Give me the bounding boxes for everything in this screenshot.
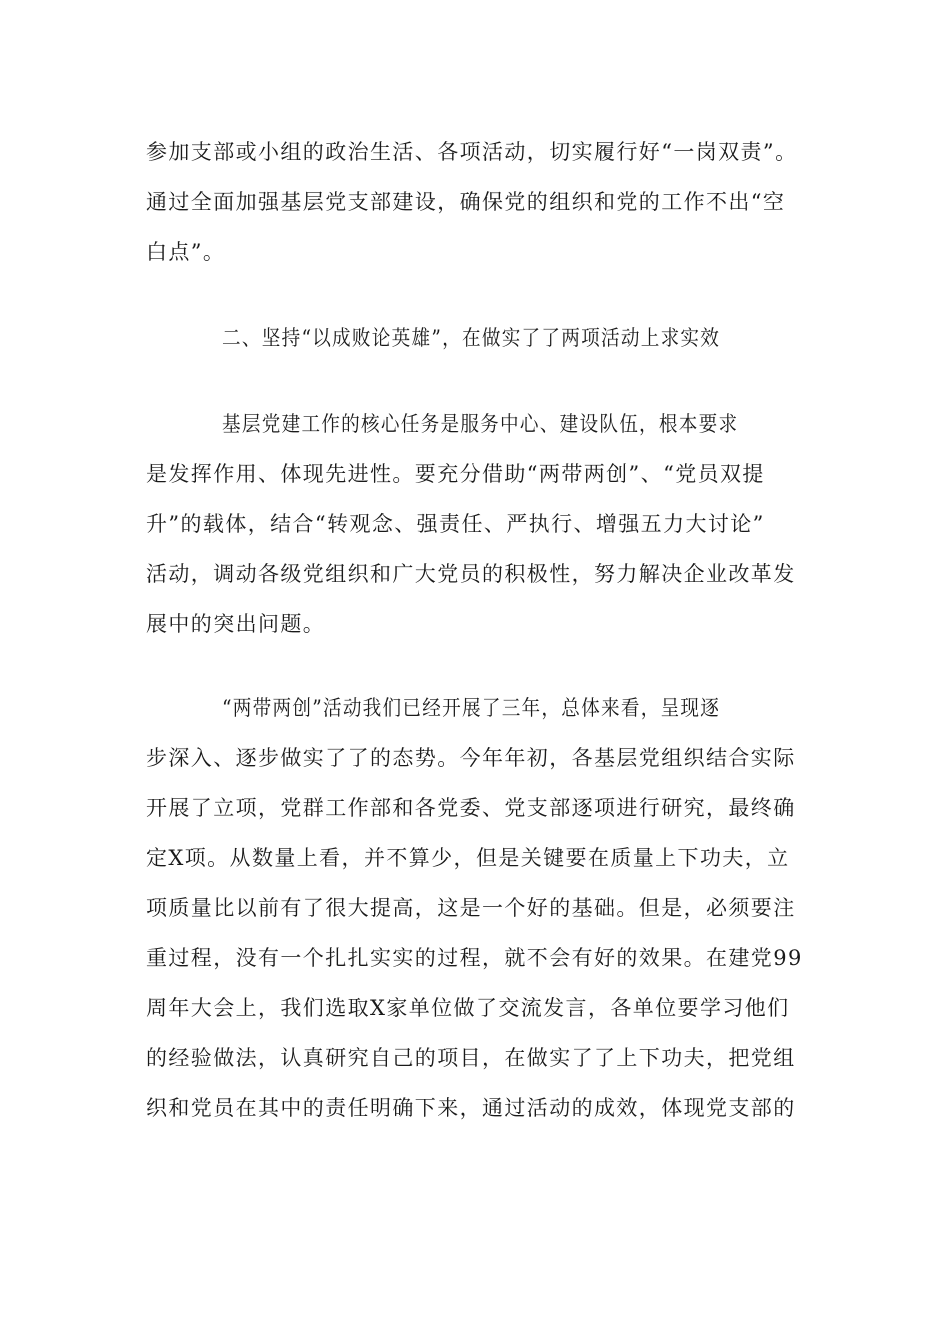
paragraph-1-line-2: 通过全面加强基层党支部建设，确保党的组织和党的工作不出“空 — [146, 190, 786, 214]
paragraph-3-line-2: 步深入、逐步做实了了的态势。今年年初，各基层党组织结合实际 — [146, 746, 796, 770]
paragraph-2-line-1: 基层党建工作的核心任务是服务中心、建设队伍，根本要求 — [222, 412, 739, 436]
paragraph-3-line-7: 周年大会上，我们选取X家单位做了交流发言，各单位要学习他们 — [146, 996, 790, 1020]
paragraph-2-line-3: 升”的载体，结合“转观念、强责任、严执行、增强五力大讨论” — [146, 512, 765, 536]
paragraph-1-line-1: 参加支部或小组的政治生活、各项活动，切实履行好“一岗双责”。 — [146, 140, 798, 164]
paragraph-2-line-2: 是发挥作用、体现先进性。要充分借助“两带两创”、“党员双提 — [146, 462, 765, 486]
paragraph-3-line-4: 定X项。从数量上看，并不算少，但是关键要在质量上下功夫，立 — [146, 846, 790, 870]
paragraph-3-line-3: 开展了立项，党群工作部和各党委、党支部逐项进行研究，最终确 — [146, 796, 796, 820]
paragraph-3-line-1: “两带两创”活动我们已经开展了三年，总体来看，呈现逐 — [222, 696, 721, 720]
paragraph-1-line-3: 白点”。 — [146, 240, 226, 264]
section-heading-2: 二、坚持“以成败论英雄”，在做实了了两项活动上求实效 — [222, 326, 721, 350]
paragraph-3-line-6: 重过程，没有一个扎扎实实的过程，就不会有好的效果。在建党99 — [146, 946, 803, 970]
paragraph-3-line-8: 的经验做法，认真研究自己的项目，在做实了了上下功夫，把党组 — [146, 1046, 796, 1070]
paragraph-2-line-5: 展中的突出问题。 — [146, 612, 326, 636]
paragraph-3-line-5: 项质量比以前有了很大提高，这是一个好的基础。但是，必须要注 — [146, 896, 796, 920]
paragraph-2-line-4: 活动，调动各级党组织和广大党员的积极性，努力解决企业改革发 — [146, 562, 796, 586]
paragraph-3-line-9: 织和党员在其中的责任明确下来，通过活动的成效，体现党支部的 — [146, 1096, 796, 1120]
